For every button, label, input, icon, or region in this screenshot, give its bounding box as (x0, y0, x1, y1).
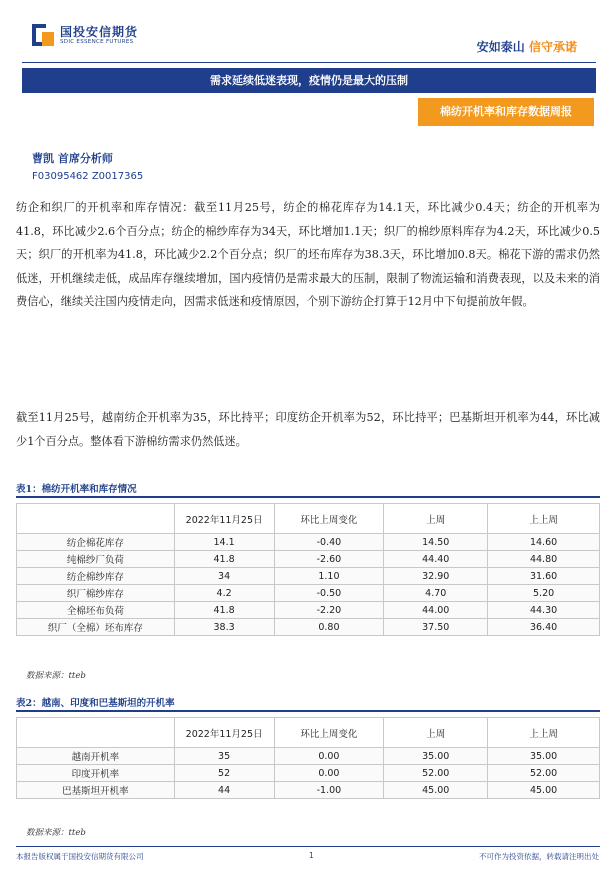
header-cell: 上周 (384, 718, 488, 748)
table-cell: 52.00 (384, 765, 488, 782)
table2-caption: 表2：越南、印度和巴基斯坦的开机率 (16, 698, 175, 709)
table-cell: 0.80 (274, 619, 384, 636)
table-cell: -1.00 (274, 782, 384, 799)
header-cell: 上周 (384, 504, 488, 534)
table-cell: 1.10 (274, 568, 384, 585)
table-cell: 45.00 (384, 782, 488, 799)
footer-disclaimer: 不可作为投资依据，转载请注明出处 (479, 852, 599, 861)
table-row (17, 619, 600, 636)
table-cell: 37.50 (384, 619, 488, 636)
table-cell: 44.80 (488, 551, 600, 568)
company-logo (32, 24, 138, 46)
table-cell: -0.40 (274, 534, 384, 551)
row-label: 织厂棉纱库存 (17, 585, 175, 602)
table-cell: 44.00 (384, 602, 488, 619)
page-number: 1 (309, 851, 314, 860)
table1-source: 数据来源：tteb (26, 671, 86, 681)
table-row (17, 765, 600, 782)
row-label: 全棉坯布负荷 (17, 602, 175, 619)
table-header-row (17, 718, 600, 748)
table-cell: 35.00 (384, 748, 488, 765)
logo-name-cn: 国投安信期货 (60, 24, 139, 39)
table-cell: -2.20 (274, 602, 384, 619)
slogan-part-a: 安如泰山 (476, 40, 525, 54)
row-label: 纺企棉纱库存 (17, 568, 175, 585)
table-row (17, 568, 600, 585)
table-row (17, 782, 600, 799)
table1-rule (16, 496, 600, 498)
slogan-part-b: 信守承诺 (528, 40, 577, 54)
row-label: 纺企棉花库存 (17, 534, 175, 551)
header-divider (22, 62, 596, 63)
logo-mark-icon (32, 24, 54, 46)
table2-source: 数据来源：tteb (26, 828, 86, 838)
table-cell: 14.60 (488, 534, 600, 551)
report-subtitle: 棉纺开机率和库存数据周报 (418, 98, 594, 126)
table2-rule (16, 710, 600, 712)
row-label: 越南开机率 (17, 748, 175, 765)
footer-copyright: 本报告版权属于国投安信期货有限公司 (16, 852, 144, 861)
license-numbers: F03095462 Z0017365 (32, 171, 144, 182)
table-cell: 5.20 (488, 585, 600, 602)
table-row (17, 748, 600, 765)
table1 (16, 503, 600, 636)
report-title: 需求延续低迷表现，疫情仍是最大的压制 (22, 68, 596, 93)
row-label: 巴基斯坦开机率 (17, 782, 175, 799)
header-cell (17, 718, 175, 748)
header-cell: 环比上周变化 (274, 504, 384, 534)
row-label: 织厂（全棉）坯布库存 (17, 619, 175, 636)
logo-name-en: SDIC ESSENCE FUTURES (60, 38, 134, 45)
table-cell: 52.00 (488, 765, 600, 782)
table-cell: 4.70 (384, 585, 488, 602)
header-cell: 上上周 (488, 718, 600, 748)
table-cell: 44 (174, 782, 274, 799)
header-cell: 2022年11月25日 (174, 504, 274, 534)
table-cell: 45.00 (488, 782, 600, 799)
table2 (16, 717, 600, 799)
row-label: 印度开机率 (17, 765, 175, 782)
table-row (17, 534, 600, 551)
table-row (17, 551, 600, 568)
table-cell: -0.50 (274, 585, 384, 602)
table-cell: 0.00 (274, 765, 384, 782)
header-cell: 环比上周变化 (274, 718, 384, 748)
table-cell: 34 (174, 568, 274, 585)
author-name: 曹凯 首席分析师 (32, 152, 113, 165)
row-label: 纯棉纱厂负荷 (17, 551, 175, 568)
table-cell: 14.50 (384, 534, 488, 551)
table-cell: 52 (174, 765, 274, 782)
table-cell: 41.8 (174, 551, 274, 568)
header-cell: 上上周 (488, 504, 600, 534)
page-header (0, 0, 615, 62)
header-cell: 2022年11月25日 (174, 718, 274, 748)
table-cell: 4.2 (174, 585, 274, 602)
table-cell: 0.00 (274, 748, 384, 765)
table-cell: 41.8 (174, 602, 274, 619)
table-cell: 44.40 (384, 551, 488, 568)
header-cell (17, 504, 175, 534)
footer-divider (16, 846, 600, 847)
table-cell: 32.90 (384, 568, 488, 585)
table-row (17, 602, 600, 619)
table-cell: 38.3 (174, 619, 274, 636)
paragraph-overseas: 截至11月25号，越南纺企开机率为35，环比持平；印度纺企开机率为52，环比持平；巴基斯坦开机率为44，环比减少1个百分点。整体看下游棉纺需求仍然低迷。 (16, 411, 600, 448)
table-cell: 14.1 (174, 534, 274, 551)
table-cell: 44.30 (488, 602, 600, 619)
table1-caption: 表1：棉纺开机率和库存情况 (16, 484, 137, 495)
table-cell: 36.40 (488, 619, 600, 636)
slogan (477, 38, 577, 55)
paragraph-domestic: 纺企和织厂的开机率和库存情况：截至11月25号，纺企的棉花库存为14.1天，环比减少0.4天；纺企的开机率为41.8，环比减少2.6个百分点；纺企的棉纱库存为34天，环比增加1.1天；织厂的棉纱原料库存为4.2天，环比减少0.5天；织厂的开机率为41.8，环比减少2.2个百分点；织厂的坯布库存为38.3天，环比增加0.8天。棉花下游的需求仍然低迷，开机继续走低，成品库存继续增加，国内疫情仍是需求最大的压制，限制了物流运输和消费表现，以及未来的消费信心，继续关注国内疫情走向，因需求低迷和疫情原因，个别下游纺企打算于12月中下旬提前放年假。 (16, 201, 600, 308)
table-cell: 35.00 (488, 748, 600, 765)
table-cell: 31.60 (488, 568, 600, 585)
table-header-row (17, 504, 600, 534)
table-row (17, 585, 600, 602)
table-cell: -2.60 (274, 551, 384, 568)
table-cell: 35 (174, 748, 274, 765)
